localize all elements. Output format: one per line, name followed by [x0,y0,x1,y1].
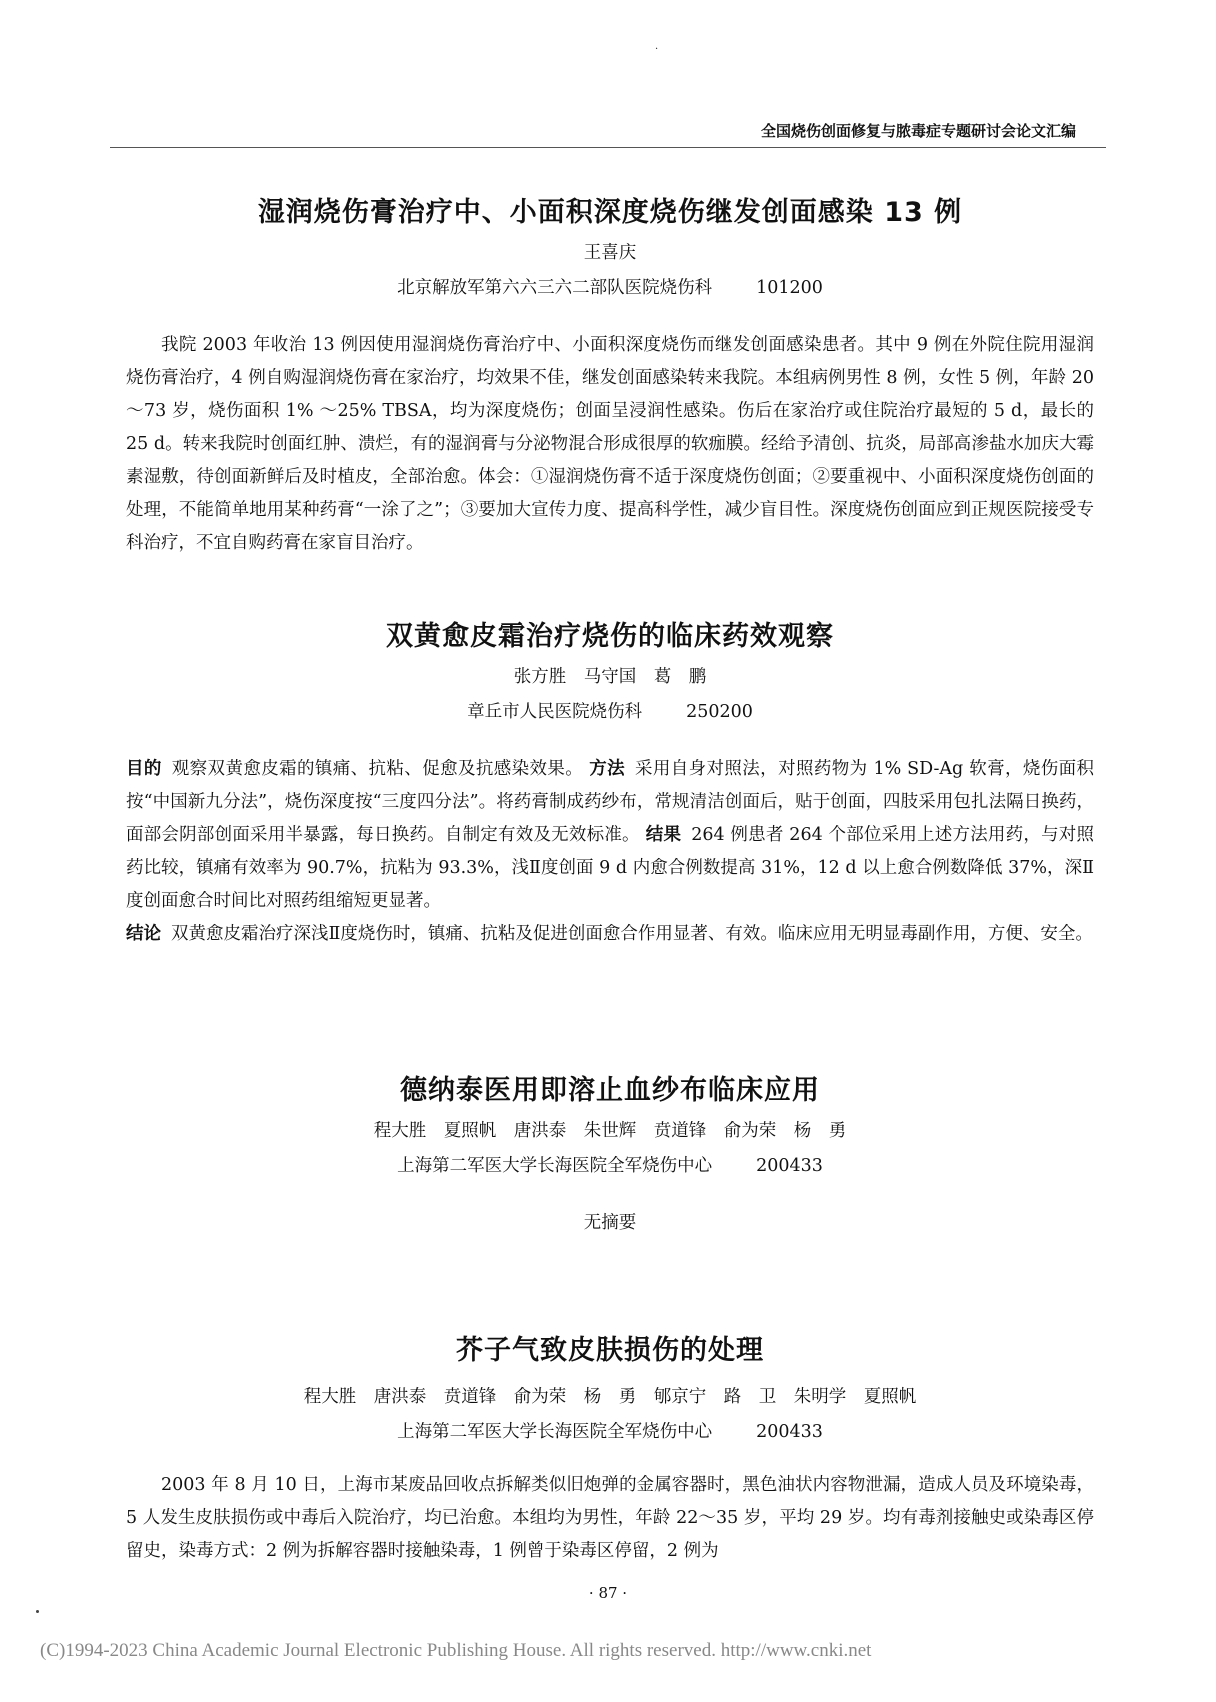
purpose-label: 目的 [126,759,162,779]
conclusion-text: 双黄愈皮霜治疗深浅Ⅱ度烧伤时，镇痛、抗粘及促进创面愈合作用显著、有效。临床应用无明显毒副作用，方便、安全。 [171,924,1093,944]
postcode: 200433 [756,1156,823,1176]
article-2 [126,614,1094,951]
postcode: 250200 [686,702,753,722]
article-title: 双黄愈皮霜治疗烧伤的临床药效观察 [386,621,834,652]
method-text: 采用自身对照法，对照药物为 1% SD-Ag 软膏，烧伤面积按“中国新九分法”，烧伤深度按“三度四分法”。将药膏制成药纱布，常规清洁创面后，贴于创面，四肢采用包扎法隔日换药，面部会阴部创面采用半暴露，每日换药。自制定有效及无效标准。 [126,759,1095,845]
article-title: 德纳泰医用即溶止血纱布临床应用 [400,1075,820,1106]
article-affiliation [126,698,1094,723]
affiliation-name: 上海第二军医大学长海医院全军烧伤中心 [397,1422,713,1442]
method-label: 方法 [589,759,625,779]
affiliation-name: 北京解放军第六六三六二部队医院烧伤科 [397,278,713,298]
copyright-footer: (C)1994-2023 China Academic Journal Electronic Publishing House. All rights reserved. http://www.cnki.net [40,1640,872,1661]
article-title: 湿润烧伤膏治疗中、小面积深度烧伤继发创面感染 13 例 [257,197,963,228]
article-abstract [126,753,1094,951]
header-rule [110,147,1106,148]
article-affiliation [126,274,1094,299]
conclusion-label: 结论 [126,924,161,944]
article-authors: 张方胜 马守国 葛 鹏 [513,667,707,687]
article-title: 芥子气致皮肤损伤的处理 [456,1335,764,1366]
article-affiliation [126,1418,1094,1443]
page-number: · 87 · [588,1584,628,1602]
article-body: 2003 年 8 月 10 日，上海市某废品回收点拆解类似旧炮弹的金属容器时，黑色油状内容物泄漏，造成人员及环境染毒，5 人发生皮肤损伤或中毒后入院治疗，均已治愈。本组均为男性，年龄 22～35 岁，平均 29 岁。均有毒剂接触史或染毒区停留史，染毒方式：2 例为拆解容器时接触染毒，1 例曾于染毒区停留，2 例为 [126,1475,1094,1561]
scan-dot [36,1610,39,1613]
article-authors: 王喜庆 [583,243,637,263]
no-abstract-note: 无摘要 [583,1213,637,1233]
result-text: 264 例患者 264 个部位采用上述方法用药，与对照药比较，镇痛有效率为 90.7%，抗粘为 93.3%，浅Ⅱ度创面 9 d 内愈合例数提高 31%，12 d 以上愈合例数降低 37%，深Ⅱ度创面愈合时间比对照药组缩短更显著。 [126,825,1095,911]
article-authors: 程大胜 唐洪泰 贲道锋 俞为荣 杨 勇 郇京宁 路 卫 朱明学 夏照帆 [303,1387,917,1407]
affiliation-name: 章丘市人民医院烧伤科 [467,702,643,722]
article-4 [126,1328,1094,1568]
result-label: 结果 [645,825,682,845]
article-affiliation [126,1152,1094,1177]
article-authors: 程大胜 夏照帆 唐洪泰 朱世辉 贲道锋 俞为荣 杨 勇 [373,1121,847,1141]
affiliation-name: 上海第二军医大学长海医院全军烧伤中心 [397,1156,713,1176]
scan-mark: · [655,44,659,55]
purpose-text: 观察双黄愈皮霜的镇痛、抗粘、促愈及抗感染效果。 [171,759,584,779]
running-header: 全国烧伤创面修复与脓毒症专题研讨会论文汇编 [760,122,1076,140]
article-1 [126,190,1094,560]
postcode: 101200 [756,278,823,298]
article-body: 我院 2003 年收治 13 例因使用湿润烧伤膏治疗中、小面积深度烧伤而继发创面感染患者。其中 9 例在外院住院用湿润烧伤膏治疗，4 例自购湿润烧伤膏在家治疗，均效果不佳，继发创面感染转来我院。本组病例男性 8 例，女性 5 例，年龄 20～73 岁，烧伤面积 1% ～25% TBSA，均为深度烧伤；创面呈浸润性感染。伤后在家治疗或住院治疗最短的 5 d，最长的 25 d。转来我院时创面红肿、溃烂，有的湿润膏与分泌物混合形成很厚的软痂膜。经给予清创、抗炎，局部高渗盐水加庆大霉素湿敷，待创面新鲜后及时植皮，全部治愈。体会：①湿润烧伤膏不适于深度烧伤创面；②要重视中、小面积深度烧伤创面的处理，不能简单地用某种药膏“一涂了之”；③要加大宣传力度、提高科学性，减少盲目性。深度烧伤创面应到正规医院接受专科治疗，不宜自购药膏在家盲目治疗。 [126,335,1094,553]
article-3 [126,1068,1094,1234]
postcode: 200433 [756,1422,823,1442]
